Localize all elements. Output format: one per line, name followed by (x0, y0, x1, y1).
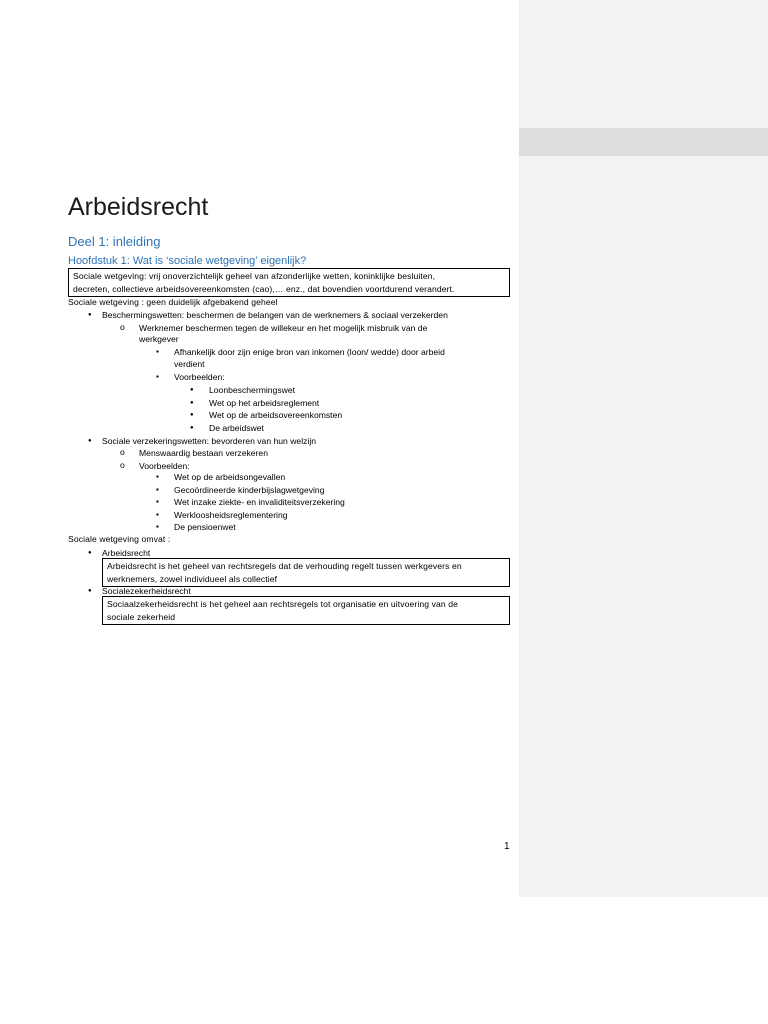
definition-box (68, 268, 510, 297)
list-item-verzekeringswetten: ● Sociale verzekeringswetten: bevorderen van hun welzijn (88, 434, 316, 448)
omvat-line: Sociale wetgeving omvat : (68, 534, 171, 544)
list-item-voorbeelden: ▪ Voorbeelden: (156, 371, 225, 384)
list-item-example: ▪ Wet inzake ziekte- en invaliditeitsverzekering (156, 496, 345, 509)
bullet-square-icon (156, 346, 174, 359)
bullet-disc-icon (88, 434, 102, 448)
definition-line-2: decreten, collectieve arbeidsovereenkomsten (cao),… enz., dat bovendien voortdurend verandert. (73, 283, 455, 294)
bullet-square-icon (156, 371, 174, 384)
list-item-example: ● Wet op het arbeidsreglement (190, 396, 319, 410)
list-item-werknemer-beschermen: o Werknemer beschermen tegen de willekeur en het mogelijk misbruik van de (120, 321, 427, 335)
list-item-example: ▪ Wet op de arbeidsongevallen (156, 471, 285, 484)
bullet-square-icon (156, 471, 174, 484)
bullet-circle-icon (120, 321, 139, 335)
bullet-disc-icon (88, 584, 102, 598)
page-number: 1 (504, 841, 510, 852)
list-item-afhankelijk: ▪ Afhankelijk door zijn enige bron van inkomen (loon/ wedde) door arbeid (156, 346, 445, 359)
list-item-example: ▪ Gecoördineerde kinderbijslagwetgeving (156, 484, 324, 497)
bullet-disc-icon (190, 408, 209, 422)
list-item-example: ● Loonbeschermingswet (190, 383, 295, 397)
list-item-example: ▪ Werkloosheidsreglementering (156, 509, 288, 522)
bullet-square-icon (156, 509, 174, 522)
chapter-heading: Hoofdstuk 1: Wat is ‘sociale wetgeving’ eigenlijk? (68, 255, 307, 267)
bullet-circle-icon (120, 459, 139, 473)
bullet-square-icon (156, 484, 174, 497)
list-item-arbeidsrecht: ● Arbeidsrecht (88, 546, 150, 560)
list-item-example: ▪ De pensioenwet (156, 521, 236, 534)
document-title: Arbeidsrecht (68, 193, 209, 221)
comments-pane (519, 0, 768, 897)
list-item-beschermingswetten: ● Beschermingswetten: beschermen de belangen van de werknemers & sociaal verzekerden (88, 308, 448, 322)
list-item-menswaardig: o Menswaardig bestaan verzekeren (120, 446, 268, 460)
definition-line-1: Sociale wetgeving: vrij onoverzichtelijk geheel van afzonderlijke wetten, koninklijke besluiten, (73, 271, 436, 281)
list-item-continuation: werkgever (139, 334, 179, 344)
bullet-square-icon (156, 521, 174, 534)
bullet-disc-icon (88, 308, 102, 322)
list-item-example: ● Wet op de arbeidsovereenkomsten (190, 408, 342, 422)
list-item-socialezekerheidsrecht: ● Socialezekerheidsrecht (88, 584, 191, 598)
section-heading: Deel 1: inleiding (68, 234, 161, 249)
bullet-disc-icon (190, 383, 209, 397)
bullet-square-icon (156, 496, 174, 509)
list-item-continuation: verdient (174, 359, 205, 369)
bullet-disc-icon (190, 421, 209, 435)
bullet-disc-icon (88, 546, 102, 560)
arbeidsrecht-definition-box: Arbeidsrecht is het geheel van rechtsregels dat de verhouding regelt tussen werkgevers en werknemers, zowel individueel als collectief (102, 558, 510, 587)
bullet-circle-icon (120, 446, 139, 460)
list-item-voorbeelden: o Voorbeelden: (120, 459, 190, 473)
list-item-example: ● De arbeidswet (190, 421, 264, 435)
comments-pane-header (519, 128, 768, 156)
scope-line: Sociale wetgeving : geen duidelijk afgebakend geheel (68, 297, 278, 307)
socialezekerheid-definition-box: Sociaalzekerheidsrecht is het geheel aan rechtsregels tot organisatie en uitvoering van de sociale zekerheid (102, 596, 510, 625)
